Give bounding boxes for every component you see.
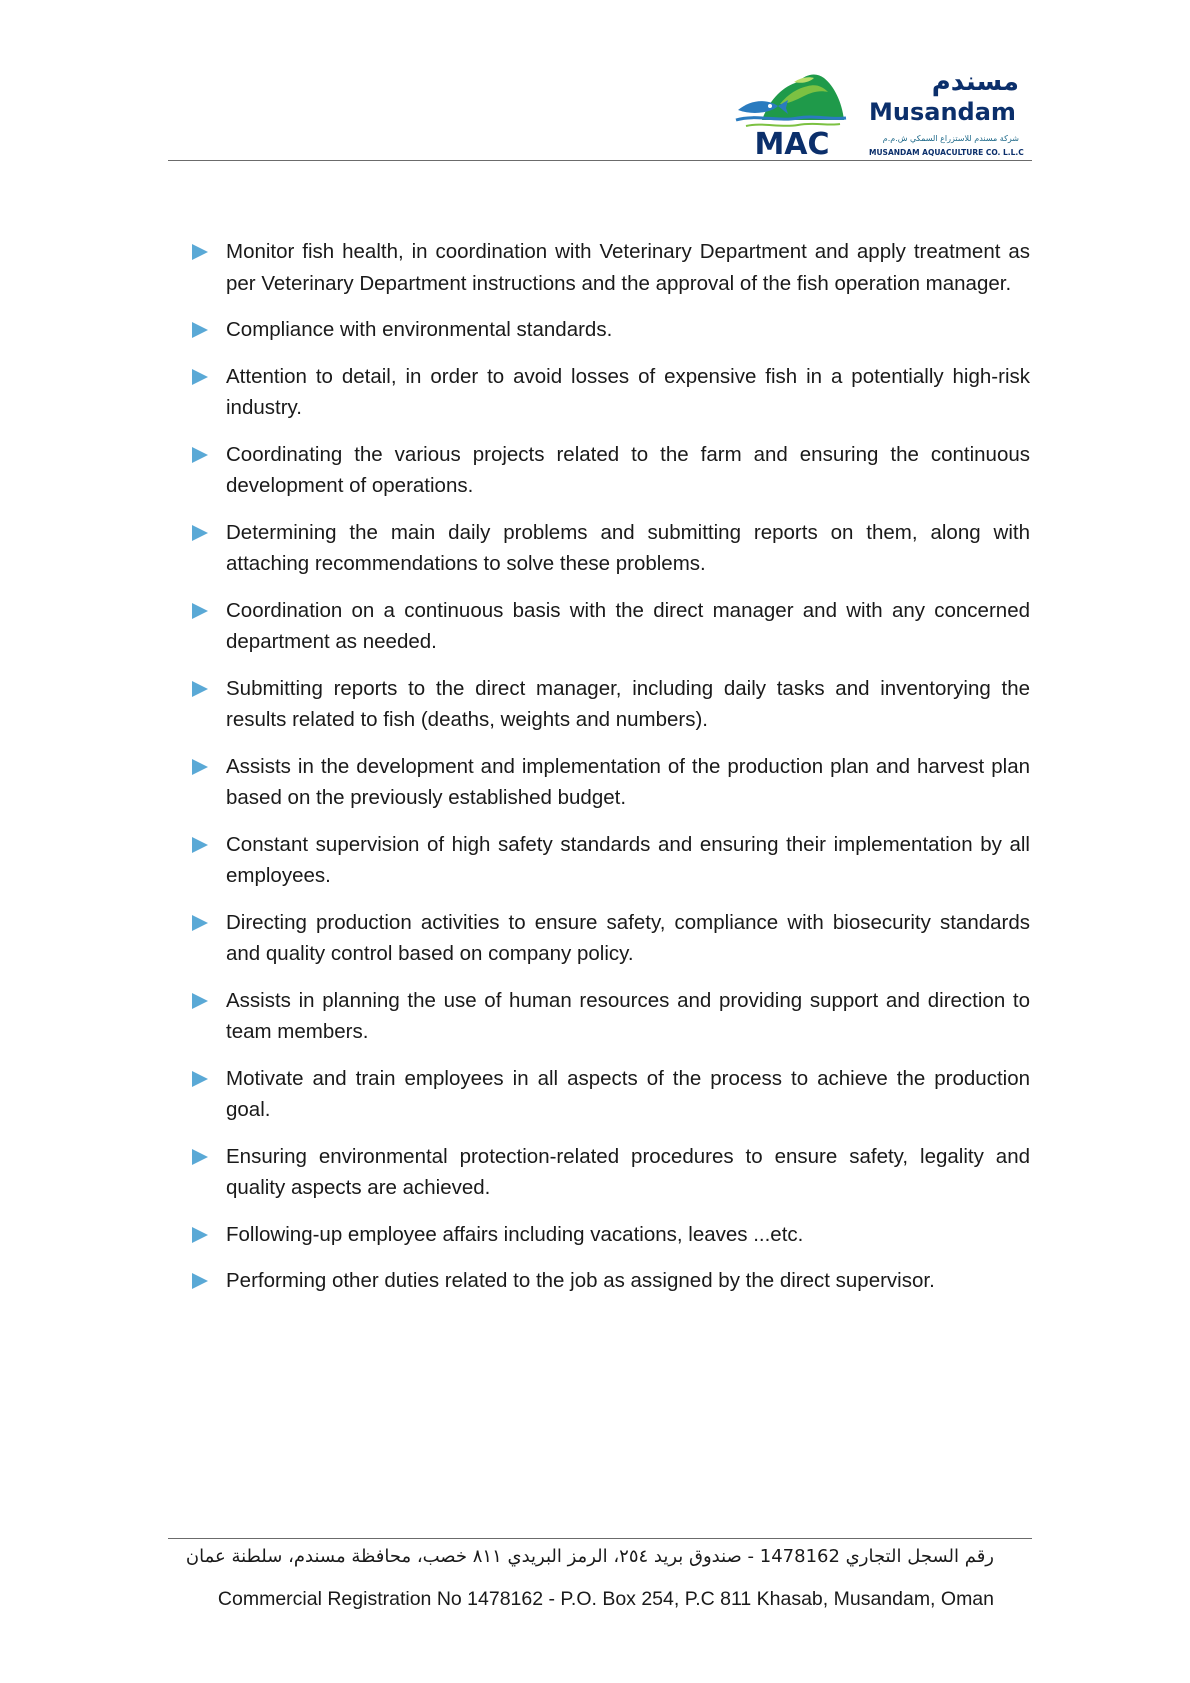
triangle-bullet-icon <box>192 369 208 385</box>
list-item-text: Determining the main daily problems and submitting reports on them, along with attaching recommendations to solve these problems. <box>226 520 1030 575</box>
footer-english-address: Commercial Registration No 1478162 - P.O. Box 254, P.C 811 Khasab, Musandam, Oman <box>217 1588 994 1610</box>
list-item-text: Ensuring environmental protection-related procedures to ensure safety, legality and quality aspects are achieved. <box>226 1144 1030 1199</box>
triangle-bullet-icon <box>192 1273 208 1289</box>
list-item-text: Directing production activities to ensure safety, compliance with biosecurity standards and quality control based on company policy. <box>226 910 1030 965</box>
list-item <box>192 439 1030 502</box>
triangle-bullet-icon <box>192 759 208 775</box>
list-item-text: Submitting reports to the direct manager, including daily tasks and inventorying the results related to fish (deaths, weights and numbers). <box>226 676 1030 731</box>
list-item-text: Assists in the development and implementation of the production plan and harvest plan based on the previously established budget. <box>226 754 1030 809</box>
list-item-text: Constant supervision of high safety standards and ensuring their implementation by all employees. <box>226 832 1030 887</box>
company-logo <box>732 68 1032 158</box>
list-item-text: Motivate and train employees in all aspects of the process to achieve the production goal. <box>226 1066 1030 1121</box>
list-item <box>192 1063 1030 1126</box>
triangle-bullet-icon <box>192 915 208 931</box>
triangle-bullet-icon <box>192 837 208 853</box>
list-item <box>192 985 1030 1048</box>
triangle-bullet-icon <box>192 525 208 541</box>
list-item-text: Performing other duties related to the job as assigned by the direct supervisor. <box>226 1269 935 1292</box>
list-item <box>192 673 1030 736</box>
triangle-bullet-icon <box>192 244 208 260</box>
list-item <box>192 751 1030 814</box>
list-item-text: Compliance with environmental standards. <box>226 318 613 341</box>
triangle-bullet-icon <box>192 681 208 697</box>
list-item <box>192 1219 1030 1251</box>
triangle-bullet-icon <box>192 1149 208 1165</box>
list-item-text: Coordinating the various projects related to the farm and ensuring the continuous development of operations. <box>226 442 1030 497</box>
triangle-bullet-icon <box>192 322 208 338</box>
list-item-text: Coordination on a continuous basis with the direct manager and with any concerned department as needed. <box>226 598 1030 653</box>
logo-arabic-name: مسندم <box>931 67 1019 97</box>
list-item <box>192 595 1030 658</box>
list-item <box>192 361 1030 424</box>
logo-english-company: MUSANDAM AQUACULTURE CO. L.L.C <box>869 148 1024 157</box>
list-item <box>192 517 1030 580</box>
logo-wordmark <box>869 68 1029 158</box>
triangle-bullet-icon <box>192 447 208 463</box>
logo-arabic-company: شركة مسندم للاستزراع السمكي ش.م.م <box>882 134 1019 143</box>
triangle-bullet-icon <box>192 1071 208 1087</box>
page-header <box>168 60 1032 161</box>
list-item-text: Following-up employee affairs including vacations, leaves ...etc. <box>226 1222 804 1246</box>
list-item-text: Monitor fish health, in coordination with Veterinary Department and apply treatment as per Veterinary Department instructions and the approval of the fish operation manager. <box>226 240 1030 295</box>
list-item <box>192 236 1030 299</box>
musandam-mountain-fish-logo-icon <box>732 68 852 156</box>
logo-english-name: Musandam <box>869 98 1016 126</box>
triangle-bullet-icon <box>192 993 208 1009</box>
list-item <box>192 1141 1030 1204</box>
list-item-text: Assists in planning the use of human resources and providing support and direction to team members. <box>226 988 1030 1043</box>
triangle-bullet-icon <box>192 1227 208 1243</box>
list-item <box>192 314 1030 346</box>
responsibilities-section <box>192 236 1030 1312</box>
responsibilities-list <box>192 236 1030 1297</box>
triangle-bullet-icon <box>192 603 208 619</box>
svg-text:MAC: MAC <box>754 127 830 156</box>
list-item <box>192 829 1030 892</box>
list-item <box>192 1265 1030 1297</box>
list-item <box>192 907 1030 970</box>
footer-arabic-address: رقم السجل التجاري 1478162 - صندوق بريد ٢٥٤، الرمز البريدي ٨١١ خصب، محافظة مسندم، سلطنة عمان <box>185 1546 994 1567</box>
list-item-text: Attention to detail, in order to avoid losses of expensive fish in a potentially high-risk industry. <box>226 364 1030 419</box>
page-footer <box>168 1538 1032 1610</box>
